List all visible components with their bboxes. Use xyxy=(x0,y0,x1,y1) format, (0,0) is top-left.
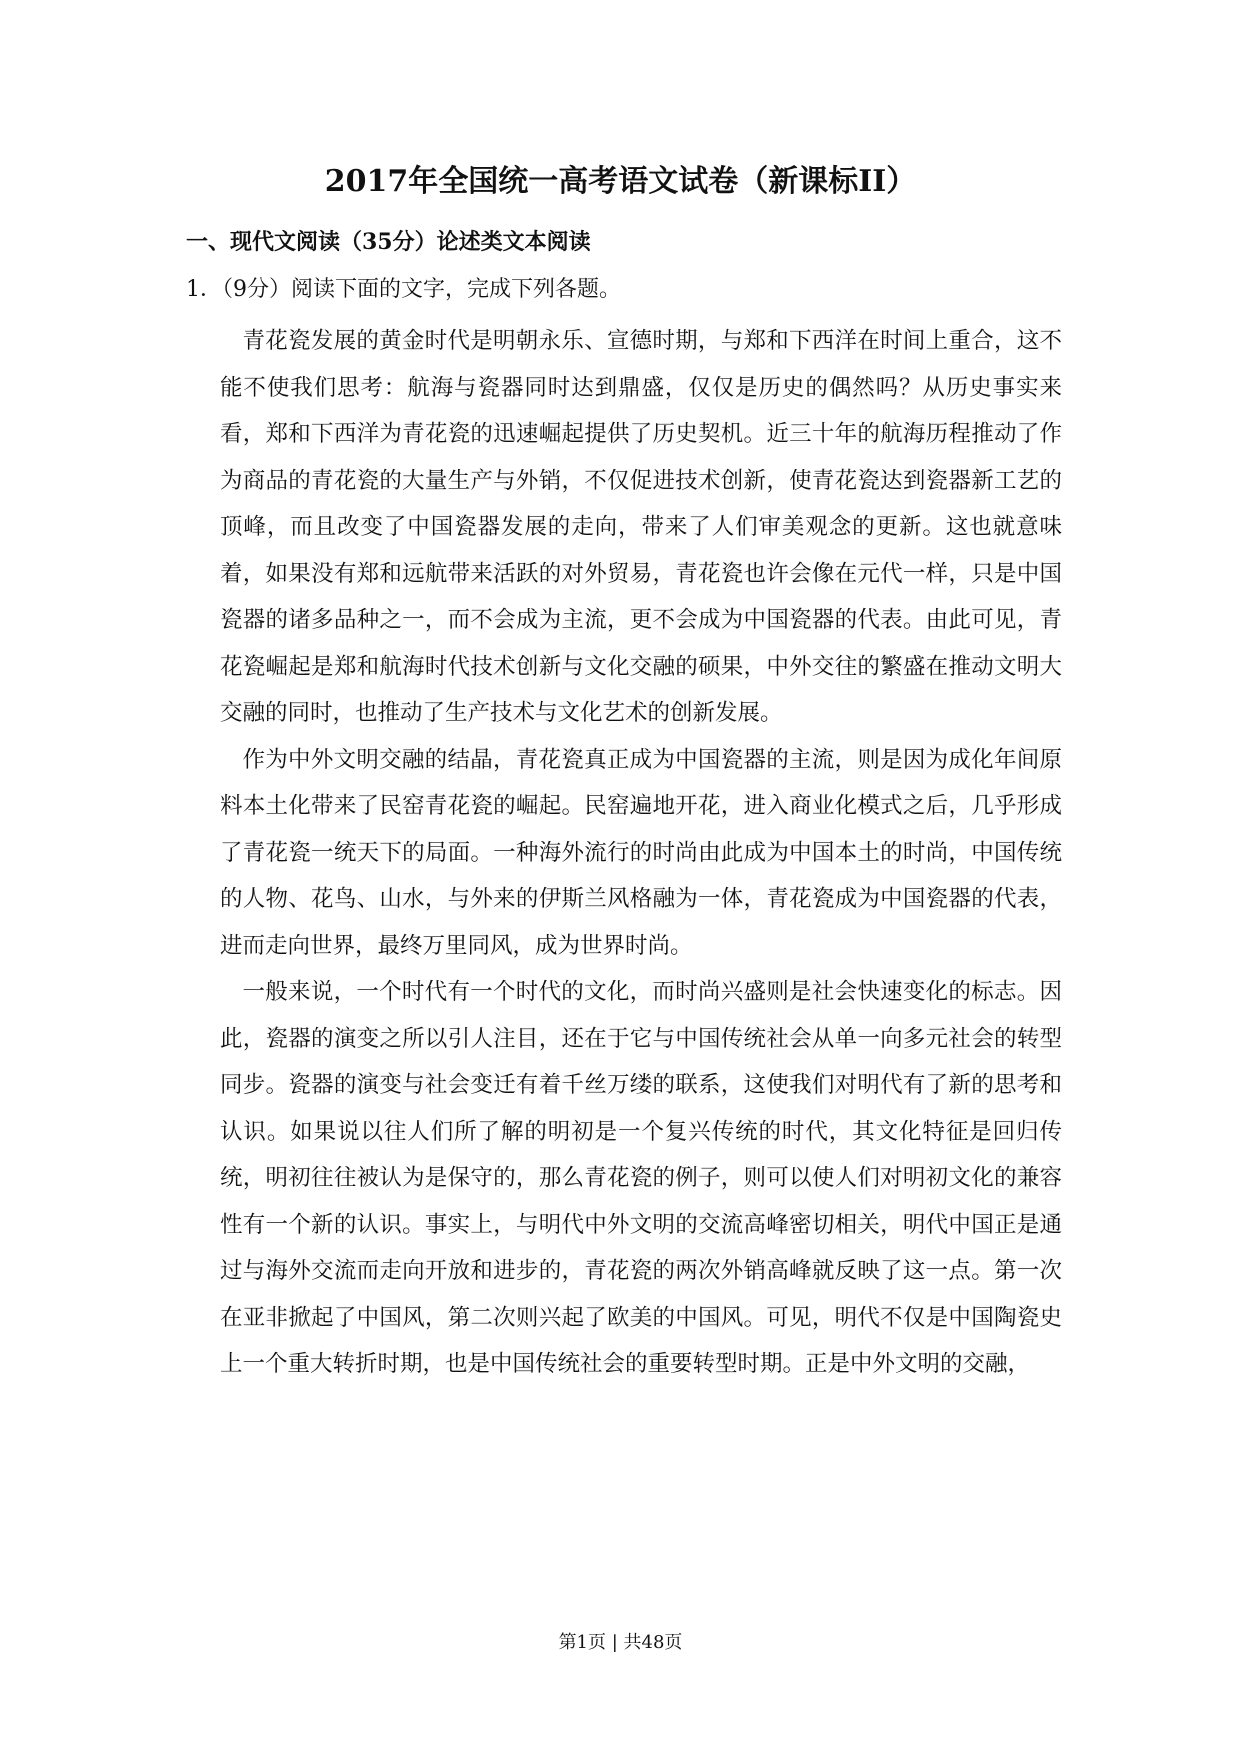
passage-paragraph-1: 青花瓷发展的黄金时代是明朝永乐、宣德时期，与郑和下西洋在时间上重合，这不能不使我们思考：航海与瓷器同时达到鼎盛，仅仅是历史的偶然吗？从历史事实来看，郑和下西洋为青花瓷的迅速崛起提供了历史契机。近三十年的航海历程推动了作为商品的青花瓷的大量生产与外销，不仅促进技术创新，使青花瓷达到瓷器新工艺的顶峰，而且改变了中国瓷器发展的走向，带来了人们审美观念的更新。这也就意味着，如果没有郑和远航带来活跃的对外贸易，青花瓷也许会像在元代一样，只是中国瓷器的诸多品种之一，而不会成为主流，更不会成为中国瓷器的代表。由此可见，青花瓷崛起是郑和航海时代技术创新与文化交融的硕果，中外交往的繁盛在推动文明大交融的同时，也推动了生产技术与文化艺术的创新发展。 xyxy=(220,328,1062,726)
question-prompt: 1．（9分）阅读下面的文字，完成下列各题。 xyxy=(186,277,621,302)
page-title: 2017年全国统一高考语文试卷（新课标II） xyxy=(324,164,917,199)
passage-paragraph-2: 作为中外文明交融的结晶，青花瓷真正成为中国瓷器的主流，则是因为成化年间原料本土化带来了民窑青花瓷的崛起。民窑遍地开花，进入商业化模式之后，几乎形成了青花瓷一统天下的局面。一种海外流行的时尚由此成为中国本土的时尚，中国传统的人物、花鸟、山水，与外来的伊斯兰风格融为一体，青花瓷成为中国瓷器的代表，进而走向世界，最终万里同风，成为世界时尚。 xyxy=(220,746,1062,959)
passage-paragraph-3: 一般来说，一个时代有一个时代的文化，而时尚兴盛则是社会快速变化的标志。因此，瓷器的演变之所以引人注目，还在于它与中国传统社会从单一向多元社会的转型同步。瓷器的演变与社会变迁有着千丝万缕的联系，这使我们对明代有了新的思考和认识。如果说以往人们所了解的明初是一个复兴传统的时代，其文化特征是回归传统，明初往往被认为是保守的，那么青花瓷的例子，则可以使人们对明初文化的兼容性有一个新的认识。事实上，与明代中外文明的交流高峰密切相关，明代中国正是通过与海外交流而走向开放和进步的，青花瓷的两次外销高峰就反映了这一点。第一次在亚非掀起了中国风，第二次则兴起了欧美的中国风。可见，明代不仅是中国陶瓷史上一个重大转折时期，也是中国传统社会的重要转型时期。正是中外文明的交融， xyxy=(220,979,1062,1377)
section-heading: 一、现代文阅读（35分）论述类文本阅读 xyxy=(186,229,591,255)
page-number-footer: 第1页 | 共48页 xyxy=(558,1632,683,1653)
reading-passage xyxy=(220,318,1062,1388)
